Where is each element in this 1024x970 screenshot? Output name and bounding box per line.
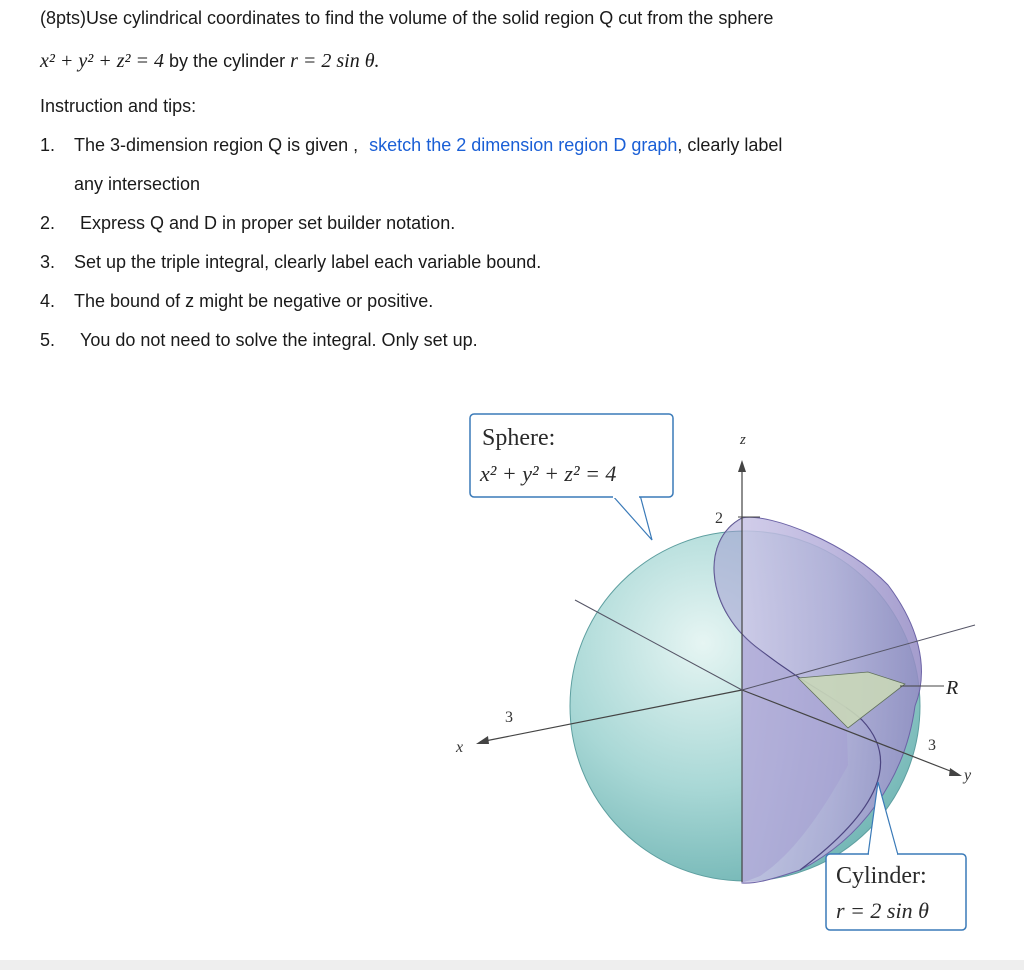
z-axis-arrow [738, 460, 746, 472]
list-item-number: 4. [40, 291, 56, 311]
axis-x-label: x [456, 739, 464, 756]
list-item-number: 5. [40, 330, 56, 350]
list-item-text: The 3-dimension region Q is given , [74, 135, 359, 155]
cylinder-label-equation: r = 2 sin θ [836, 898, 929, 923]
tick-x-label: 3 [505, 709, 513, 726]
bottom-bar [0, 960, 1024, 970]
sketch-link[interactable]: sketch the 2 dimension region D graph [369, 135, 678, 155]
list-item-number: 2. [40, 213, 56, 233]
list-item-continuation: any intersection [74, 174, 201, 194]
y-axis-arrow [949, 768, 962, 776]
cylinder-label-title: Cylinder: [836, 863, 927, 889]
list-item-number: 1. [40, 135, 56, 155]
list-item: Express Q and D in proper set builder notation. [80, 213, 456, 233]
sphere-callout-pointer [612, 495, 652, 540]
list-item: You do not need to solve the integral. Only set up. [80, 330, 478, 350]
x-axis-arrow [476, 736, 489, 744]
tick-z-label: 2 [715, 510, 723, 527]
axis-y-label: y [964, 767, 972, 784]
list-item: The bound of z might be negative or positive. [74, 291, 434, 311]
region-r-label: R [946, 677, 959, 699]
question-title: (8pts)Use cylindrical coordinates to find the volume of the solid region Q cut from the sphere [40, 8, 774, 28]
sphere-label-equation: x² + y² + z² = 4 [480, 461, 617, 486]
by-cylinder-text: by the cylinder [169, 51, 286, 71]
tick-y-label: 3 [928, 737, 936, 754]
instructions-heading: Instruction and tips: [40, 96, 197, 116]
sphere-equation: x² + y² + z² = 4 [40, 50, 165, 72]
list-item-text-post: , clearly label [677, 135, 783, 155]
list-item-number: 3. [40, 252, 56, 272]
list-item: Set up the triple integral, clearly label each variable bound. [74, 252, 542, 272]
sphere-label-title: Sphere: [482, 425, 556, 451]
cylinder-equation: r = 2 sin θ. [290, 50, 380, 72]
axis-z-label: z [740, 432, 746, 448]
